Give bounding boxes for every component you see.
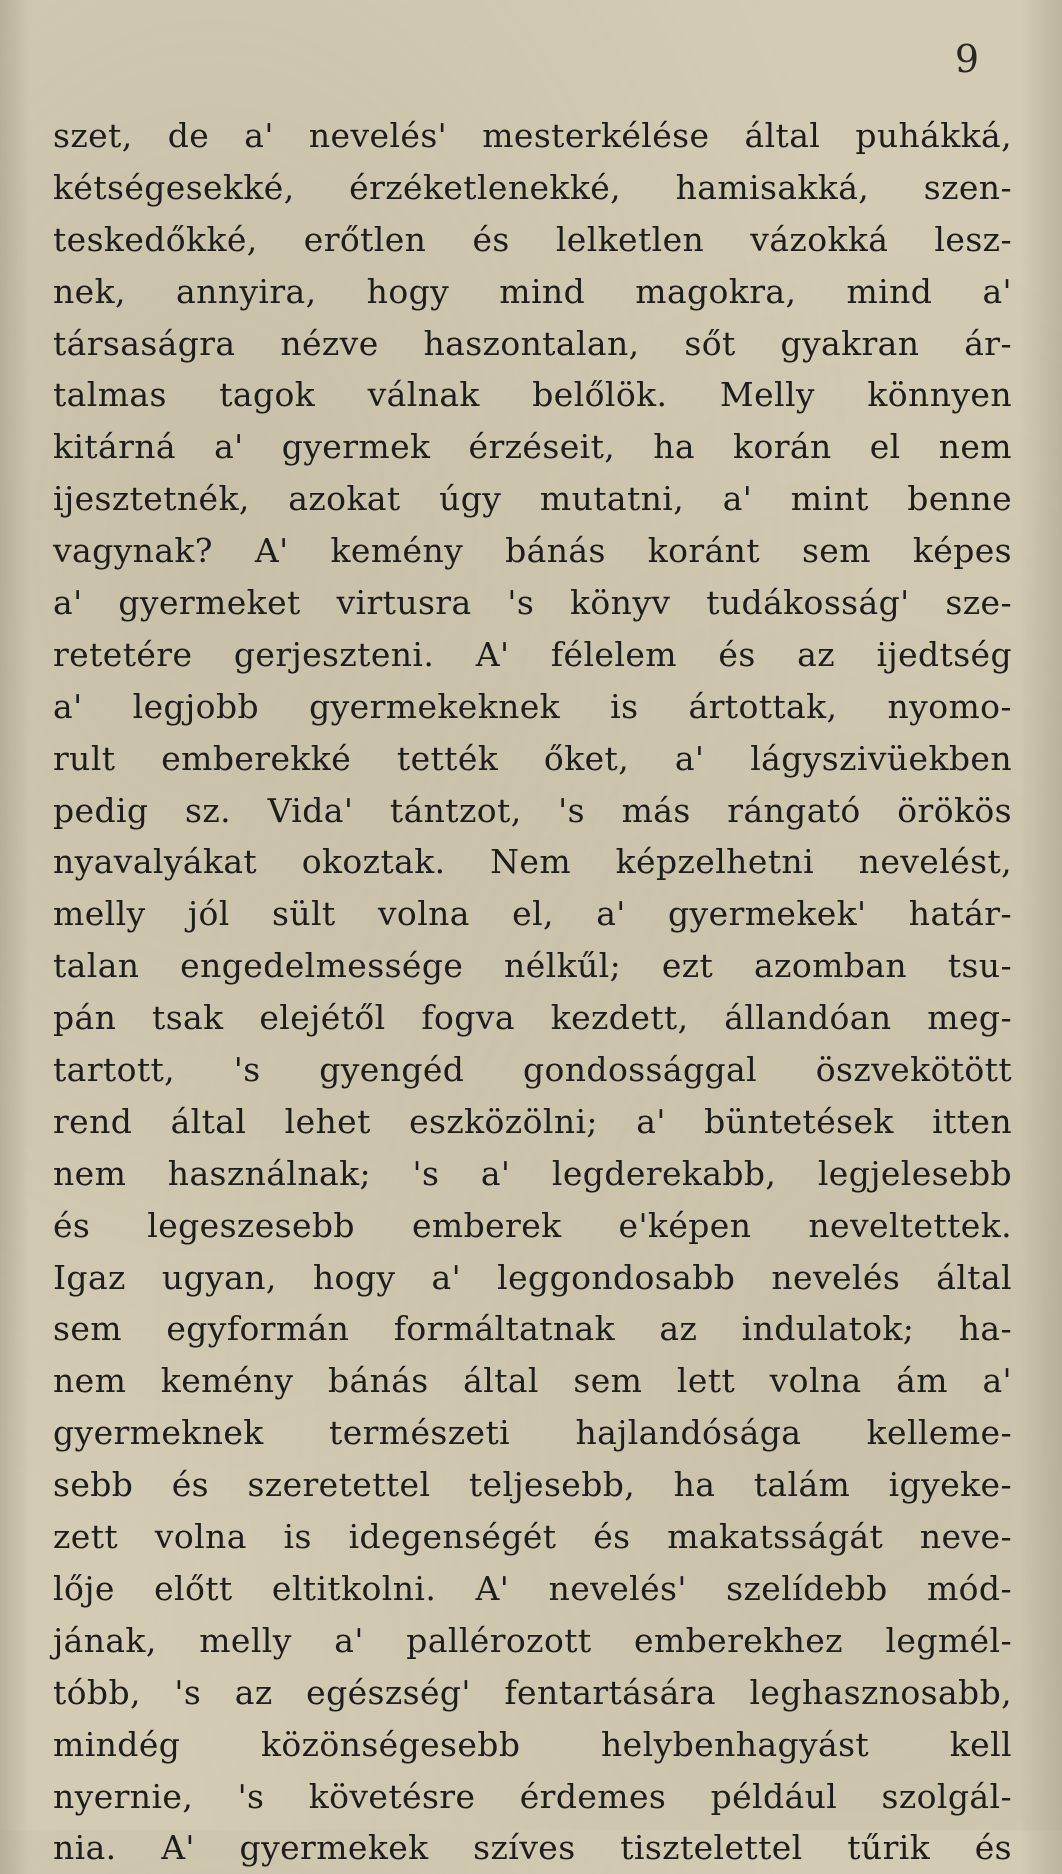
text-line: pán tsak elejétől fogva kezdett, állandóan meg- <box>53 998 1012 1038</box>
text-line: a' gyermeket virtusra 's könyv tudákosság' sze- <box>53 583 1012 623</box>
text-line: mindég közönségesebb helybenhagyást kell <box>53 1724 1012 1764</box>
text-line: kitárná a' gyermek érzéseit, ha korán el nem <box>53 427 1012 467</box>
body-text <box>53 110 1012 1874</box>
text-line: tartott, 's gyengéd gondossággal öszvekötött <box>53 1050 1012 1090</box>
text-line: nek, annyira, hogy mind magokra, mind a' <box>53 271 1012 311</box>
text-line: melly jól sült volna el, a' gyermekek' határ- <box>53 894 1012 934</box>
text-line: pedig sz. Vida' tántzot, 's más rángató örökös <box>53 790 1012 830</box>
text-line: retetére gerjeszteni. A' félelem és az ijedtség <box>53 634 1012 674</box>
text-line: rend által lehet eszközölni; a' büntetések itten <box>53 1101 1012 1141</box>
text-line: rult emberekké tették őket, a' lágyszivüekben <box>53 738 1012 778</box>
text-line: társaságra nézve haszontalan, sőt gyakran ár- <box>53 323 1012 363</box>
text-line: nyavalyákat okoztak. Nem képzelhetni nevelést, <box>53 842 1012 882</box>
text-line: nem kemény bánás által sem lett volna ám a' <box>53 1361 1012 1401</box>
text-line: nyernie, 's követésre érdemes például szolgál- <box>53 1776 1012 1816</box>
text-line: gyermeknek természeti hajlandósága kelleme- <box>53 1413 1012 1453</box>
text-line: szet, de a' nevelés' mesterkélése által puhákká, <box>53 116 1012 155</box>
text-line: nem használnak; 's a' legderekabb, legjelesebb <box>53 1153 1012 1193</box>
text-line: Igaz ugyan, hogy a' leggondosabb nevelés által <box>53 1257 1012 1297</box>
text-line: tóbb, 's az egészség' fentartására leghasznosabb, <box>53 1672 1012 1712</box>
text-line: teskedőkké, erőtlen és lelketlen vázokká lesz- <box>53 219 1012 259</box>
text-line: nia. A' gyermekek szíves tisztelettel tűrik és <box>53 1828 1012 1868</box>
page-number: 9 <box>954 37 979 81</box>
text-line: talmas tagok válnak belőlök. Melly könnyen <box>53 375 1012 415</box>
text-line: sem egyformán formáltatnak az indulatok; ha- <box>53 1309 1012 1349</box>
text-line: talan engedelmessége nélkűl; ezt azomban tsu- <box>53 946 1012 986</box>
text-line: lője előtt eltitkolni. A' nevelés' szelídebb mód- <box>53 1568 1012 1608</box>
text-line: a' legjobb gyermekeknek is ártottak, nyomo- <box>53 686 1012 726</box>
text-line: ijesztetnék, azokat úgy mutatni, a' mint benne <box>53 479 1012 519</box>
text-line: sebb és szeretettel teljesebb, ha talám igyeke- <box>53 1465 1012 1505</box>
text-line: jának, melly a' pallérozott emberekhez legmél- <box>53 1620 1012 1660</box>
text-line: vagynak? A' kemény bánás koránt sem képes <box>53 531 1012 571</box>
text-line: és legeszesebb emberek e'képen neveltettek. <box>53 1205 1012 1245</box>
text-line: zett volna is idegenségét és makatsságát neve- <box>53 1517 1012 1557</box>
text-line: kétségesekké, érzéketlenekké, hamisakká, szen- <box>53 167 1012 207</box>
